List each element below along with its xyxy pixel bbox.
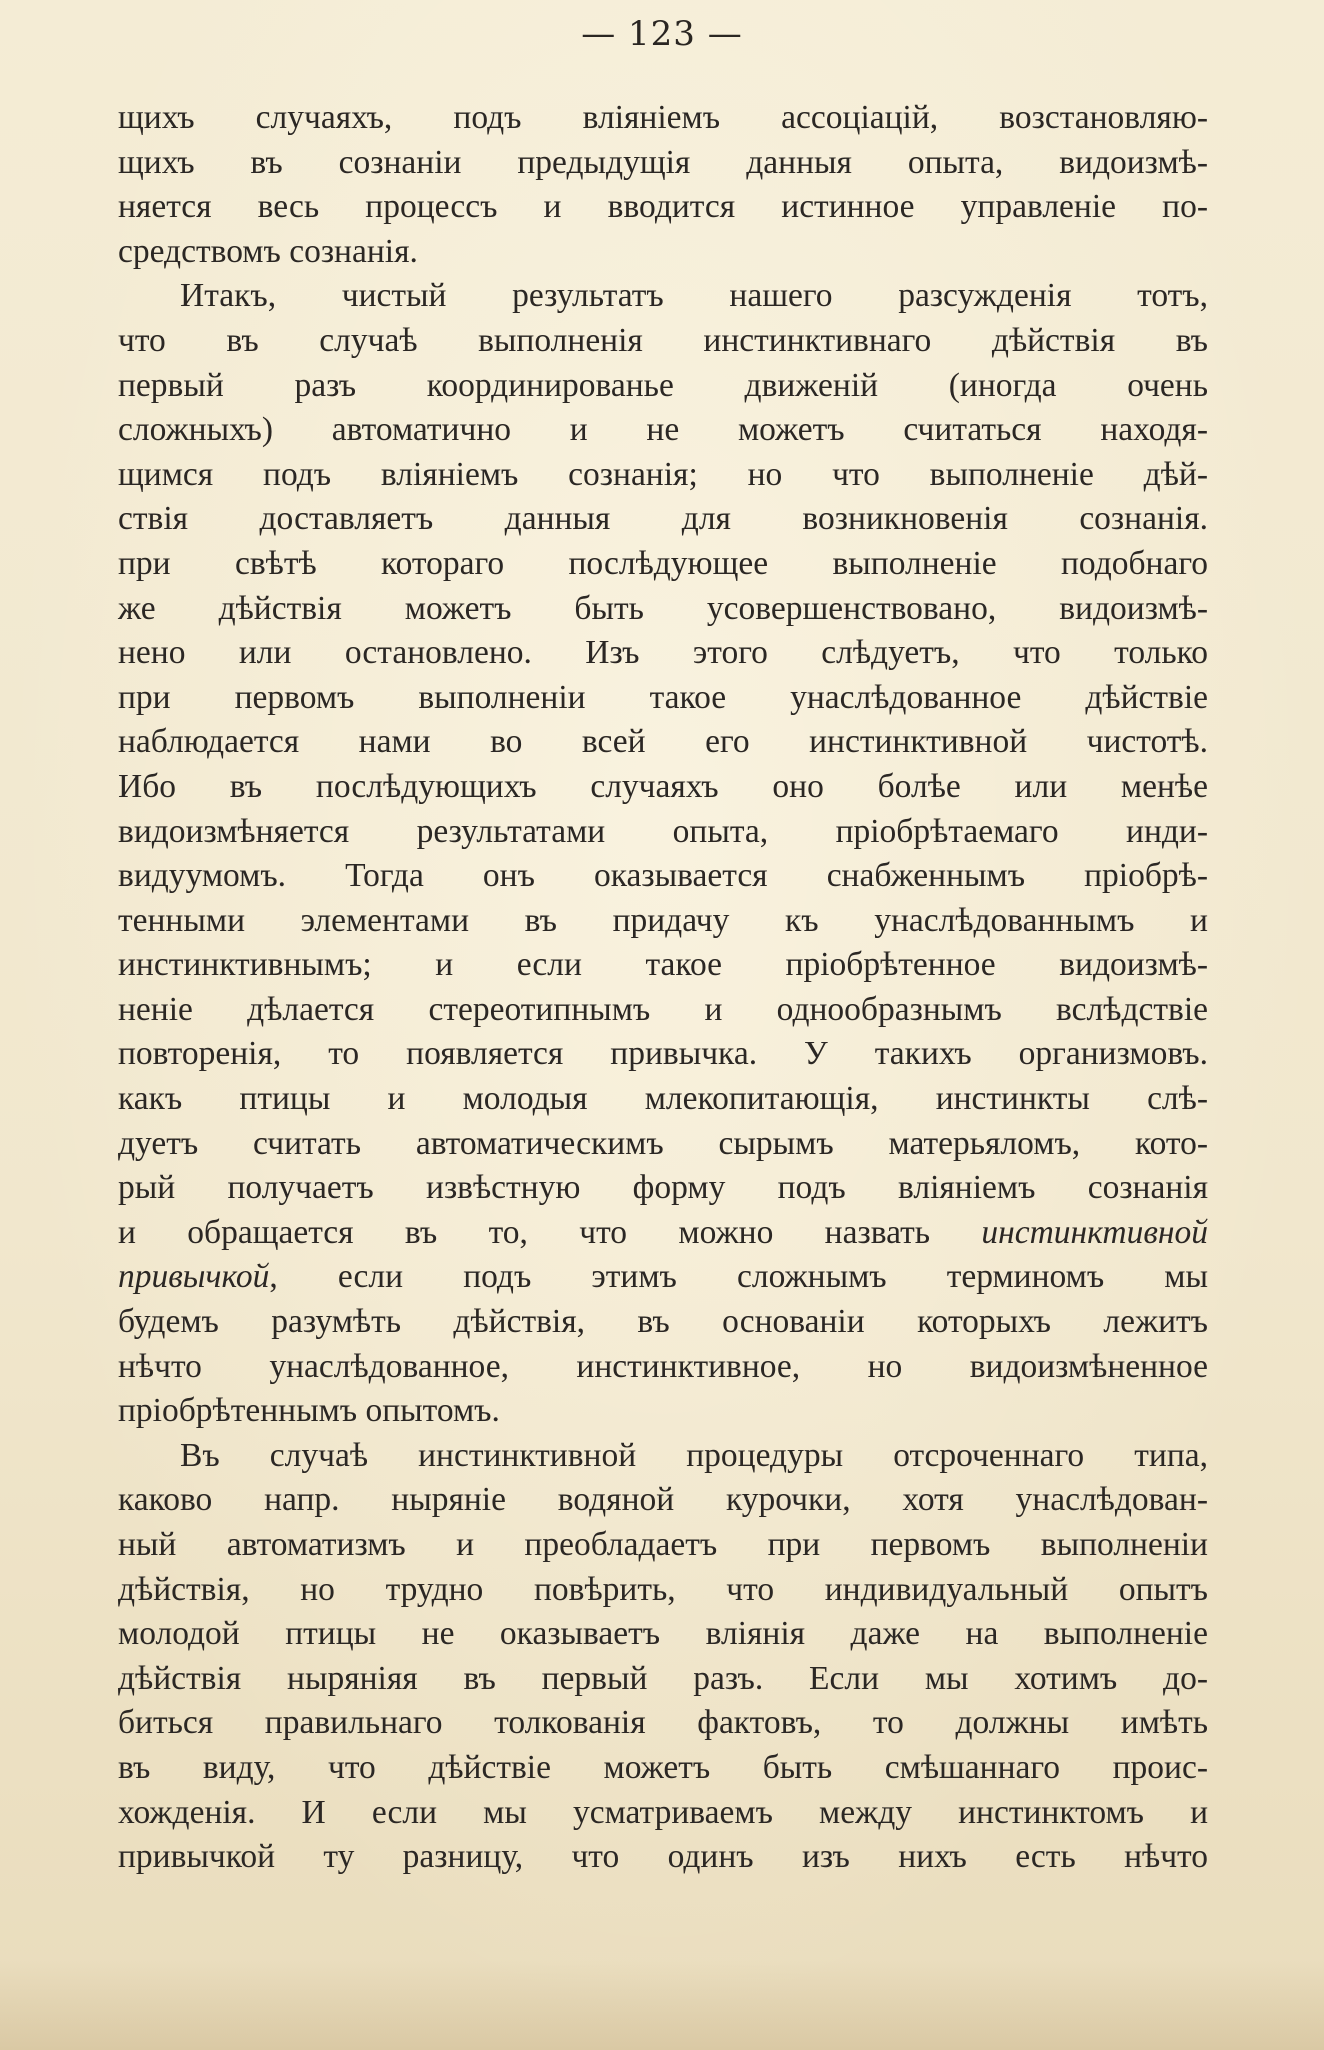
text-line: хожденія. И если мы усматриваемъ между инстинктомъ и [118,1793,1208,1831]
text-line: щихъ въ сознаніи предыдущія данныя опыта, видоизмѣ- [118,143,1208,181]
text-line: биться правильнаго толкованія фактовъ, то должны имѣть [118,1704,1208,1742]
text-line: будемъ разумѣть дѣйствія, въ основаніи которыхъ лежитъ [118,1303,1208,1341]
text-line: рый получаетъ извѣстную форму подъ вліяніемъ сознанія [118,1169,1208,1207]
text-line: дѣйствія ныряніяя въ первый разъ. Если мы хотимъ до- [118,1659,1208,1697]
text-line: ствія доставляетъ данныя для возникновенія сознанія. [118,500,1208,538]
text-line: какъ птицы и молодыя млекопитающія, инстинкты слѣ- [118,1080,1208,1118]
text-line: молодой птицы не оказываетъ вліянія даже на выполненіе [118,1615,1208,1653]
text-line: Ибо въ послѣдующихъ случаяхъ оно болѣе или менѣе [118,767,1208,805]
text-line: первый разъ координированье движеній (иногда очень [118,366,1208,404]
text-line: неніе дѣлается стереотипнымъ и однообразнымъ вслѣдствіе [118,990,1208,1028]
text-line: же дѣйствія можетъ быть усовершенствовано, видоизмѣ- [118,589,1208,627]
text-line: щимся подъ вліяніемъ сознанія; но что выполненіе дѣй- [118,455,1208,493]
text-line: нено или остановлено. Изъ этого слѣдуетъ, что только [118,634,1208,672]
text-line: Въ случаѣ инстинктивной процедуры отсроченнаго типа, [180,1436,1208,1474]
text-line: видоизмѣняется результатами опыта, пріобрѣтаемаго инди- [118,812,1208,850]
text-line: наблюдается нами во всей его инстинктивной чистотѣ. [118,723,1208,761]
text-line: видуумомъ. Тогда онъ оказывается снабженнымъ пріобрѣ- [118,857,1208,895]
text-line: каково напр. ныряніе водяной курочки, хотя унаслѣдован- [118,1481,1208,1519]
text-line: что въ случаѣ выполненія инстинктивнаго дѣйствія въ [118,321,1208,359]
text-line: щихъ случаяхъ, подъ вліяніемъ ассоціацій, возстановляю- [118,99,1208,136]
text-line: привычкой, если подъ этимъ сложнымъ терминомъ мы [118,1258,1208,1296]
text-line: нѣчто унаслѣдованное, инстинктивное, но видоизмѣненное [118,1347,1208,1385]
text-line: Итакъ, чистый результатъ нашего разсужденія тотъ, [180,277,1208,315]
text-line: инстинктивнымъ; и если такое пріобрѣтенное видоизмѣ- [118,946,1208,984]
emphasized-term: привычкой [118,1258,270,1296]
text-line: повторенія, то появляется привычка. У такихъ организмовъ. [118,1035,1208,1073]
text-line: сложныхъ) автоматично и не можетъ считаться находя- [118,411,1208,449]
text-line: тенными элементами въ придачу къ унаслѣдованнымъ и [118,901,1208,939]
text-line: ный автоматизмъ и преобладаетъ при первомъ выполненіи [118,1526,1208,1563]
text-line: средствомъ сознанія. [118,232,418,270]
page-number: — 123 — [581,14,743,54]
text-line: дуетъ считать автоматическимъ сырымъ матерьяломъ, кото- [118,1124,1208,1162]
text-line: привычкой ту разницу, что одинъ изъ нихъ есть нѣчто [118,1838,1208,1876]
text-line: въ виду, что дѣйствіе можетъ быть смѣшаннаго проис- [118,1748,1208,1786]
emphasized-term: инстинктивной [981,1213,1208,1251]
text-line: пріобрѣтеннымъ опытомъ. [118,1392,500,1430]
text-line: и обращается въ то, что можно назвать инстинктивной [118,1213,1208,1251]
text-line: няется весь процессъ и вводится истинное управленіе по- [118,188,1208,226]
text-line: при свѣтѣ котораго послѣдующее выполненіе подобнаго [118,544,1208,582]
text-line: дѣйствія, но трудно повѣрить, что индивидуальный опытъ [118,1570,1208,1608]
body-text [118,96,1208,1880]
text-line: при первомъ выполненіи такое унаслѣдованное дѣйствіе [118,678,1208,716]
